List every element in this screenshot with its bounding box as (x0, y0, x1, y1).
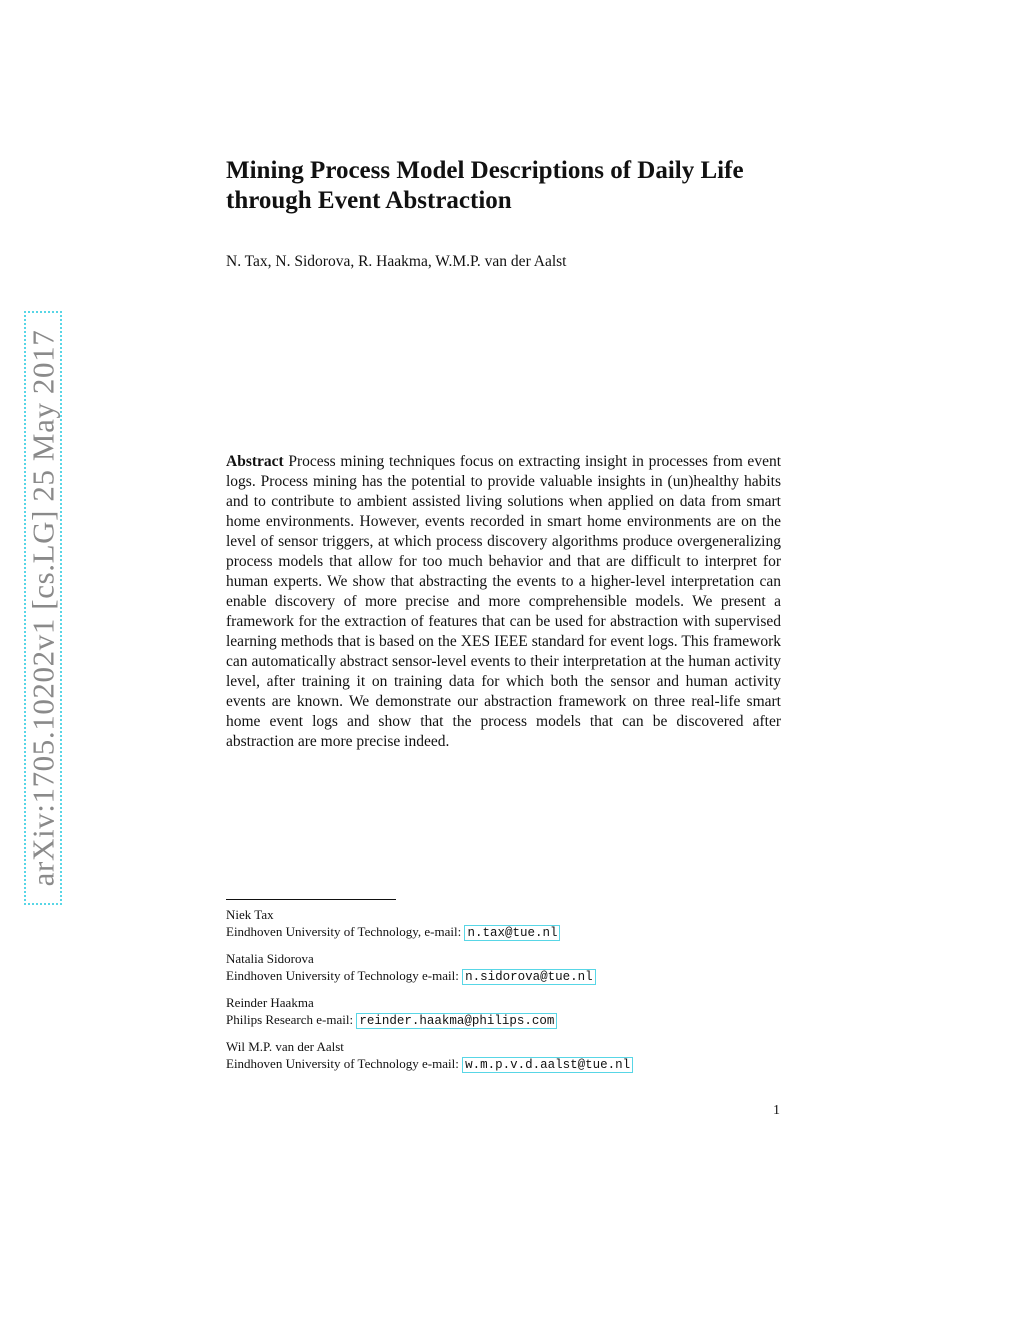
arxiv-stamp-link[interactable] (24, 311, 62, 905)
arxiv-stamp (22, 310, 64, 905)
page-number: 1 (773, 1103, 780, 1118)
author-name: Niek Tax (226, 907, 274, 922)
author-list: N. Tax, N. Sidorova, R. Haakma, W.M.P. van der Aalst (226, 253, 567, 270)
footnote-author (226, 950, 786, 986)
abstract (226, 452, 781, 752)
footnote-divider (226, 899, 396, 900)
author-affiliation: Eindhoven University of Technology e-mail: (226, 968, 459, 983)
email-link[interactable]: n.tax@tue.nl (464, 925, 560, 941)
author-affiliation: Eindhoven University of Technology, e-mail: (226, 924, 462, 939)
author-affiliation-line (226, 1055, 786, 1074)
footnote-author (226, 994, 786, 1030)
author-footnotes (226, 906, 786, 1082)
footnote-author (226, 1038, 786, 1074)
author-name: Natalia Sidorova (226, 951, 314, 966)
author-affiliation-line (226, 967, 786, 986)
email-link[interactable]: w.m.p.v.d.aalst@tue.nl (462, 1057, 633, 1073)
author-name: Wil M.P. van der Aalst (226, 1039, 344, 1054)
email-link[interactable]: n.sidorova@tue.nl (462, 969, 596, 985)
footnote-author (226, 906, 786, 942)
email-link[interactable]: reinder.haakma@philips.com (356, 1013, 557, 1029)
author-affiliation-line (226, 923, 786, 942)
author-affiliation: Eindhoven University of Technology e-mail: (226, 1056, 459, 1071)
author-affiliation: Philips Research e-mail: (226, 1012, 354, 1027)
abstract-heading: Abstract (226, 453, 284, 470)
abstract-text: Process mining techniques focus on extracting insight in processes from event logs. Process mining has the potential to provide valuable insights in (un)healthy habits and to contribute to ambient assisted living solutions when applied on data from smart home environments. However, events recorded in smart home environments are on the level of sensor triggers, at which process discovery algorithms produce overgeneralizing process models that allow for too much behavior and that are difficult to interpret for human experts. We show that abstracting the events to a higher-level interpretation can enable discovery of more precise and more comprehensible models. We present a framework for the extraction of features that can be used for abstraction with supervised learning methods that is based on the XES IEEE standard for event logs. This framework can automatically abstract sensor-level events to their interpretation at the human activity level, after training it on training data for which both the sensor and human activity events are known. We demonstrate our abstraction framework on three real-life smart home event logs and show that the process models that can be discovered after abstraction are more precise indeed. (226, 453, 782, 750)
author-name: Reinder Haakma (226, 995, 314, 1010)
paper-title: Mining Process Model Descriptions of Daily Life through Event Abstraction (226, 157, 744, 214)
author-affiliation-line (226, 1011, 786, 1030)
arxiv-stamp-text: arXiv:1705.10202v1 [cs.LG] 25 May 2017 (25, 329, 60, 886)
